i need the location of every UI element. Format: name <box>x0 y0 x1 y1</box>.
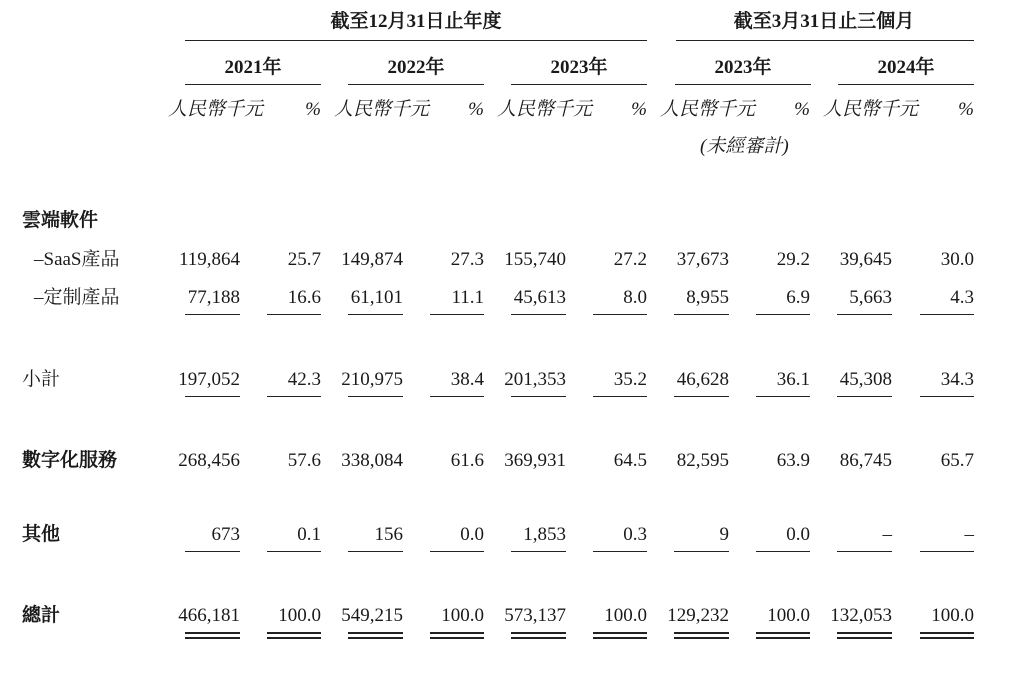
unit-label: 人民幣千元 <box>334 99 430 120</box>
row-label-subtotal: 小計 <box>22 369 61 390</box>
cell-saas-percent: 27.2 <box>613 249 647 270</box>
subtotal-rule <box>267 551 321 552</box>
cell-saas-amount: 39,645 <box>839 249 892 270</box>
subtotal-rule <box>430 396 484 397</box>
pct-label: % <box>305 99 321 120</box>
cell-other-amount: 9 <box>719 524 729 545</box>
cell-digital-amount: 369,931 <box>504 450 566 471</box>
pct-label: % <box>468 99 484 120</box>
cell-custom-amount: 45,613 <box>513 287 566 308</box>
year-underline <box>511 84 647 85</box>
cell-subtotal-amount: 210,975 <box>341 369 403 390</box>
subtotal-rule <box>348 551 403 552</box>
subtotal-rule <box>185 396 240 397</box>
subtotal-rule <box>267 396 321 397</box>
total-double-rule <box>185 637 240 639</box>
cell-other-amount: 156 <box>374 524 403 545</box>
year-header: 2023年 <box>714 57 772 78</box>
cell-total-amount: 549,215 <box>341 605 403 626</box>
total-double-rule <box>348 637 403 639</box>
cell-saas-percent: 27.3 <box>450 249 484 270</box>
subtotal-rule <box>185 314 240 315</box>
total-double-rule <box>593 632 647 634</box>
cell-total-percent: 100.0 <box>604 605 647 626</box>
cell-other-percent: 0.1 <box>297 524 321 545</box>
cell-other-percent: 0.0 <box>786 524 810 545</box>
cell-other-amount: 1,853 <box>523 524 566 545</box>
subtotal-rule <box>348 314 403 315</box>
subtotal-rule <box>511 396 566 397</box>
total-double-rule <box>267 632 321 634</box>
cell-subtotal-amount: 46,628 <box>676 369 729 390</box>
row-label-saas: –SaaS產品 <box>34 249 120 270</box>
subtotal-rule <box>920 314 974 315</box>
subtotal-rule <box>756 396 810 397</box>
cell-total-amount: 129,232 <box>667 605 729 626</box>
total-double-rule <box>511 637 566 639</box>
year-header: 2023年 <box>550 57 608 78</box>
row-label-other: 其他 <box>22 524 61 545</box>
total-double-rule <box>348 632 403 634</box>
total-double-rule <box>756 637 810 639</box>
unaudited-note: (未經審計) <box>700 136 789 157</box>
cell-other-amount: – <box>882 524 892 545</box>
cell-saas-amount: 119,864 <box>178 249 240 270</box>
cell-digital-percent: 65.7 <box>940 450 974 471</box>
cell-digital-amount: 86,745 <box>839 450 892 471</box>
cell-custom-percent: 6.9 <box>786 287 810 308</box>
subtotal-rule <box>837 551 892 552</box>
subtotal-rule <box>593 396 647 397</box>
cell-digital-percent: 63.9 <box>776 450 810 471</box>
cell-saas-amount: 37,673 <box>676 249 729 270</box>
cell-other-percent: 0.3 <box>623 524 647 545</box>
total-double-rule <box>674 637 729 639</box>
subtotal-rule <box>348 396 403 397</box>
cell-custom-amount: 77,188 <box>187 287 240 308</box>
pct-label: % <box>958 99 974 120</box>
subtotal-rule <box>267 314 321 315</box>
year-underline <box>675 84 811 85</box>
cell-total-percent: 100.0 <box>931 605 974 626</box>
subtotal-rule <box>837 396 892 397</box>
year-header: 2024年 <box>877 57 935 78</box>
total-double-rule <box>837 632 892 634</box>
subtotal-rule <box>837 314 892 315</box>
cell-custom-amount: 61,101 <box>350 287 403 308</box>
year-underline <box>838 84 974 85</box>
total-double-rule <box>430 637 484 639</box>
header-group-underline <box>676 40 974 41</box>
cell-total-percent: 100.0 <box>441 605 484 626</box>
total-double-rule <box>837 637 892 639</box>
cell-subtotal-percent: 35.2 <box>613 369 647 390</box>
row-label-cloud-software: 雲端軟件 <box>22 210 99 231</box>
cell-subtotal-amount: 45,308 <box>839 369 892 390</box>
header-group-year-ended: 截至12月31日止年度 <box>330 11 502 32</box>
cell-saas-amount: 155,740 <box>504 249 566 270</box>
cell-saas-percent: 30.0 <box>940 249 974 270</box>
cell-custom-amount: 5,663 <box>849 287 892 308</box>
cell-total-amount: 466,181 <box>178 605 240 626</box>
pct-label: % <box>631 99 647 120</box>
cell-digital-percent: 64.5 <box>613 450 647 471</box>
cell-other-amount: 673 <box>211 524 240 545</box>
cell-total-amount: 573,137 <box>504 605 566 626</box>
subtotal-rule <box>920 551 974 552</box>
cell-other-percent: – <box>964 524 974 545</box>
subtotal-rule <box>756 551 810 552</box>
cell-saas-percent: 29.2 <box>776 249 810 270</box>
subtotal-rule <box>674 314 729 315</box>
cell-subtotal-amount: 201,353 <box>504 369 566 390</box>
cell-subtotal-percent: 42.3 <box>287 369 321 390</box>
header-group-three-months: 截至3月31日止三個月 <box>733 11 915 32</box>
cell-digital-amount: 82,595 <box>676 450 729 471</box>
subtotal-rule <box>674 551 729 552</box>
cell-other-percent: 0.0 <box>460 524 484 545</box>
cell-subtotal-percent: 38.4 <box>450 369 484 390</box>
subtotal-rule <box>511 314 566 315</box>
subtotal-rule <box>430 551 484 552</box>
unit-label: 人民幣千元 <box>497 99 593 120</box>
subtotal-rule <box>593 314 647 315</box>
cell-custom-percent: 4.3 <box>950 287 974 308</box>
pct-label: % <box>794 99 810 120</box>
row-label-custom: –定制產品 <box>34 287 120 308</box>
total-double-rule <box>920 632 974 634</box>
subtotal-rule <box>185 551 240 552</box>
cell-digital-percent: 57.6 <box>287 450 321 471</box>
unit-label: 人民幣千元 <box>823 99 919 120</box>
cell-digital-percent: 61.6 <box>450 450 484 471</box>
total-double-rule <box>430 632 484 634</box>
cell-custom-percent: 11.1 <box>451 287 484 308</box>
cell-subtotal-amount: 197,052 <box>178 369 240 390</box>
row-label-digital-services: 數字化服務 <box>22 450 118 471</box>
subtotal-rule <box>430 314 484 315</box>
total-double-rule <box>920 637 974 639</box>
cell-subtotal-percent: 36.1 <box>776 369 810 390</box>
cell-total-amount: 132,053 <box>830 605 892 626</box>
year-header: 2021年 <box>224 57 282 78</box>
cell-saas-percent: 25.7 <box>287 249 321 270</box>
total-double-rule <box>593 637 647 639</box>
unit-label: 人民幣千元 <box>168 99 264 120</box>
subtotal-rule <box>593 551 647 552</box>
year-underline <box>348 84 484 85</box>
total-double-rule <box>674 632 729 634</box>
total-double-rule <box>185 632 240 634</box>
year-header: 2022年 <box>387 57 445 78</box>
cell-subtotal-percent: 34.3 <box>940 369 974 390</box>
total-double-rule <box>267 637 321 639</box>
total-double-rule <box>511 632 566 634</box>
cell-total-percent: 100.0 <box>278 605 321 626</box>
subtotal-rule <box>674 396 729 397</box>
cell-digital-amount: 338,084 <box>341 450 403 471</box>
cell-custom-amount: 8,955 <box>686 287 729 308</box>
subtotal-rule <box>920 396 974 397</box>
year-underline <box>185 84 321 85</box>
cell-custom-percent: 16.6 <box>287 287 321 308</box>
total-double-rule <box>756 632 810 634</box>
subtotal-rule <box>511 551 566 552</box>
header-group-underline <box>185 40 647 41</box>
cell-saas-amount: 149,874 <box>341 249 403 270</box>
cell-total-percent: 100.0 <box>767 605 810 626</box>
cell-custom-percent: 8.0 <box>623 287 647 308</box>
subtotal-rule <box>756 314 810 315</box>
unit-label: 人民幣千元 <box>660 99 756 120</box>
row-label-total: 總計 <box>22 605 61 626</box>
cell-digital-amount: 268,456 <box>178 450 240 471</box>
